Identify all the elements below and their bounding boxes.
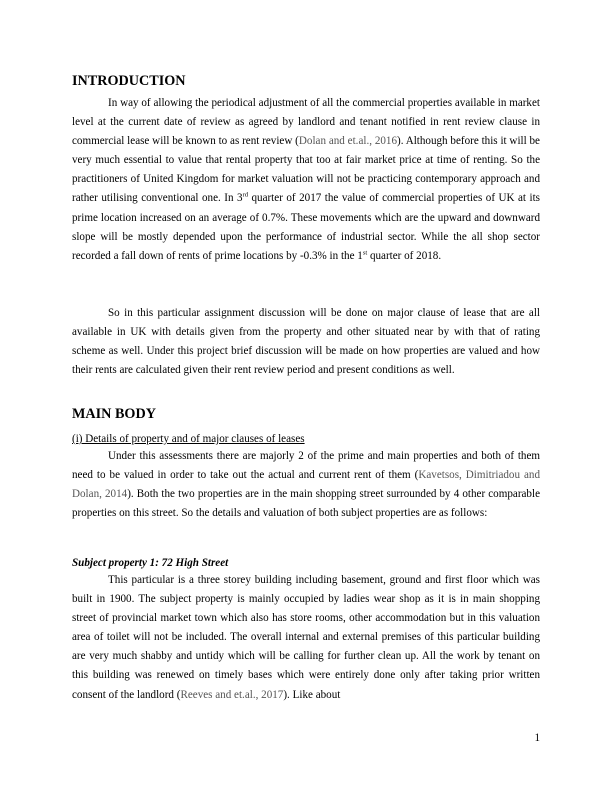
main-p1-citation: Kavetsos, Dimitriadou and Dolan, 2014 (72, 469, 540, 501)
intro-p1-superscript-1: rd (242, 191, 248, 199)
intro-paragraph-2: So in this particular assignment discussion will be done on major clause of lease that are all available in UK with details given from the property and other situated near by with that of rating scheme as well. Under this project brief discussion will be made on how properties are valued and how their rents are calculated given their rent review period and present conditions as well. (72, 307, 540, 377)
intro-paragraph-1 (72, 94, 540, 266)
page-number: 1 (534, 732, 540, 744)
subject-property-1-title: Subject property 1: 72 High Street (72, 557, 229, 569)
introduction-heading: INTRODUCTION (72, 73, 186, 89)
intro-p1-citation: Dolan and et.al., 2016 (298, 135, 398, 148)
intro-p1-text-b: ). Although before this it will be very much essential to value that rental property that too at fair market price at time of renting. So the practitioners of United Kingdom for market valuation will not be practicing contemporary approach and rather utilising conventional one. In 3 (72, 135, 540, 205)
intro-p1-text-a: In way of allowing the periodical adjustment of all the commercial properties available in market level at the current date of review as agreed by landlord and tenant notified in rent review clause in commercial lease will be known to as rent review ( (72, 97, 540, 148)
main-p2-citation: Reeves and et.al., 2017 (180, 688, 284, 701)
intro-p1-text-c: quarter of 2017 the value of commercial properties of UK at its prime location increased on an average of 0.7%. These movements which are the upward and downward slope will be mostly depended upon the performance of industrial sector. While the all shop sector recorded a fall down of rents of prime locations by -0.3% in the 1 (72, 192, 540, 262)
clauses-subheading: (i) Details of property and of major clauses of leases (72, 433, 305, 445)
intro-p1-superscript-2: st (362, 249, 368, 257)
main-p2-text-b: ). Like about (283, 688, 341, 701)
main-paragraph-2 (72, 571, 540, 705)
main-p1-text-a: Under this assessments there are majorly 2 of the prime and main properties and both of them need to be valued in order to take out the actual and current rent of them ( (72, 450, 540, 482)
main-paragraph-1 (72, 447, 540, 523)
main-p2-text-a: This particular is a three storey building including basement, ground and first floor which was built in 1900. The subject property is mainly occupied by ladies wear shop as it is in main shopping street of provincial market town which also has store rooms, other accommodation but in this valuation area of toilet will not be included. The overall internal and external premises of this particular building are very much shabby and untidy which will be calling for further clean up. All the work by tenant on this building was renewed on timely bases which were entirely done only after taking prior written consent of the landlord ( (72, 574, 540, 701)
intro-p1-text-d: quarter of 2018. (367, 249, 442, 262)
main-body-heading: MAIN BODY (72, 406, 156, 422)
main-p1-text-b: ). Both the two properties are in the main shopping street surrounded by 4 other comparable properties on this street. So the details and valuation of both subject properties are as follows: (72, 488, 540, 520)
